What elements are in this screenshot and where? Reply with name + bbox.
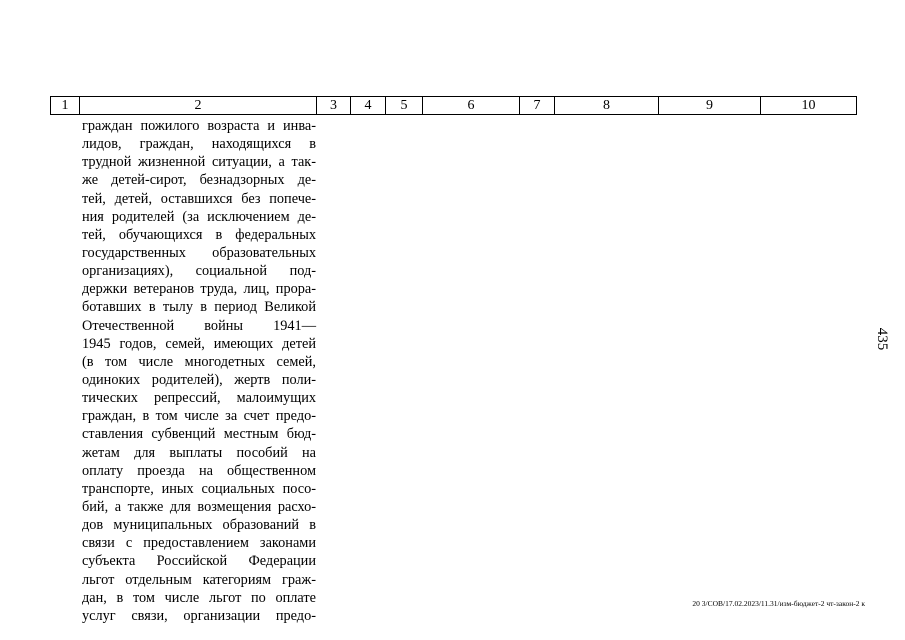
text-line: ботавших в тылу в период Великой	[82, 299, 316, 316]
text-line: государственных образовательных	[82, 244, 316, 261]
text-line: связи с предоставлением законами	[82, 535, 316, 552]
text-line: субъекта Российской Федерации	[82, 553, 316, 570]
text-line: же детей-сирот, безнадзорных де-	[82, 172, 316, 189]
page-number: 435	[874, 327, 890, 351]
text-line: одиноких родителей), жертв поли-	[82, 371, 316, 388]
column-number-cell: 5	[386, 97, 423, 115]
text-line: держки ветеранов труда, лиц, прора-	[82, 281, 316, 298]
text-line: (в том числе многодетных семей,	[82, 353, 316, 370]
text-line: граждан пожилого возраста и инва-	[82, 118, 316, 134]
text-line: трудной жизненной ситуации, а так-	[82, 154, 316, 171]
column-number-cell: 10	[761, 97, 857, 115]
text-line: лидов, граждан, находящихся в	[82, 136, 316, 153]
text-line: тических репрессий, малоимущих	[82, 390, 316, 407]
text-line: льгот отдельным категориям граж-	[82, 571, 316, 588]
column-number-cell: 8	[555, 97, 659, 115]
text-line: транспорте, иных социальных посо-	[82, 480, 316, 497]
text-line: тей, детей, оставшихся без попече-	[82, 190, 316, 207]
column-number-cell: 1	[51, 97, 80, 115]
column-number-cell: 9	[659, 97, 761, 115]
text-line: 1945 годов, семей, имеющих детей	[82, 335, 316, 352]
text-line: оплату проезда на общественном	[82, 462, 316, 479]
text-line: бий, а также для возмещения расхо-	[82, 498, 316, 515]
text-line: дов муниципальных образований в	[82, 517, 316, 534]
column-number-header-table	[50, 96, 857, 115]
text-line: жетам для выплаты пособий на	[82, 444, 316, 461]
text-line: организациях), социальной под-	[82, 263, 316, 280]
text-line: тей, обучающихся в федеральных	[82, 226, 316, 243]
column-number-cell: 7	[520, 97, 555, 115]
text-line: услуг связи, организации предо-	[82, 607, 316, 624]
column-number-cell: 3	[317, 97, 351, 115]
column-number-cell: 2	[80, 97, 317, 115]
text-line: Отечественной войны 1941—	[82, 317, 316, 334]
text-line: дан, в том числе льгот по оплате	[82, 589, 316, 606]
text-line: граждан, в том числе за счет предо-	[82, 408, 316, 425]
header-row	[51, 97, 857, 115]
column-2-body-text	[82, 117, 316, 625]
footer-file-code: 20 3/СОВ/17.02.2023/11.31/изм-бюджет-2 чт-закон-2 к	[692, 599, 865, 608]
column-number-cell: 4	[351, 97, 386, 115]
text-line: ставления субвенций местным бюд-	[82, 426, 316, 443]
column-number-cell: 6	[423, 97, 520, 115]
text-line: ния родителей (за исключением де-	[82, 208, 316, 225]
